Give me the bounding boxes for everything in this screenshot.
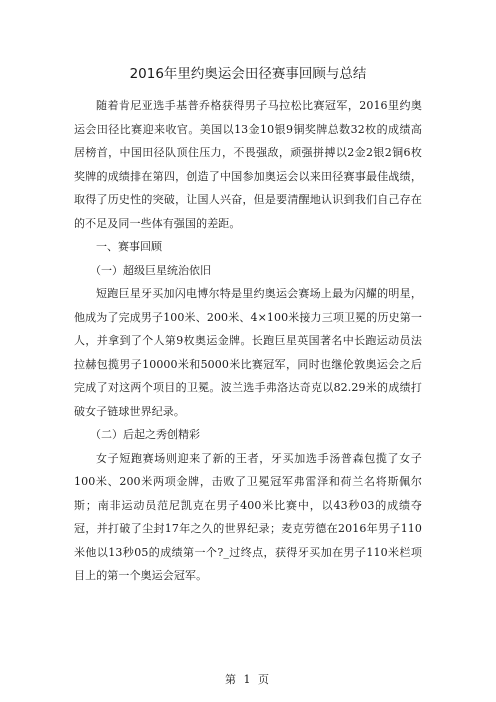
- page-title: 2016年里约奥运会田径赛事回顾与总结: [129, 66, 367, 82]
- intro-paragraph: 随着肯尼亚选手基普乔格获得男子马拉松比赛冠军，2016里约奥运会田径比赛迎来收官。美国以13金10银9铜奖牌总数32枚的成绩高居榜首，中国田径队顶住压力，不畏强敌，顽强拼搏以2金2银2铜6枚奖牌的成绩排在第四，创造了中国参加奥运会以来田径赛事最佳战绩，取得了历史性的突破，让国人兴奋，但是要清醒地认识到我们自己存在的不足及同一些体有强国的差距。: [74, 99, 422, 230]
- section-heading-review: 一、赛事回顾: [96, 240, 162, 253]
- superstars-paragraph: 短跑巨星牙买加闪电博尔特是里约奥运会赛场上最为闪耀的明星，他成为了完成男子100米、200米、4×100米接力三项卫冕的历史第一人，并拿到了个人第9枚奥运金牌。长跑巨星英国著名中长跑运动员法拉赫包揽男子10000米和5000米比赛冠军，同时也继伦敦奥运会之后完成了对这两个项目的卫冕。波兰选手弗洛达奇克以82.29米的成绩打破女子链球世界纪录。: [74, 287, 422, 418]
- page-number: 第 1 页: [225, 673, 271, 686]
- rising-stars-paragraph: 女子短跑赛场则迎来了新的王者，牙买加选手汤普森包揽了女子100米、200米两项金牌，击败了卫冕冠军弗雷泽和荷兰名将斯佩尔斯；南非运动员范尼凯克在男子400米比赛中，以43秒03的成绩夺冠，并打破了尘封17年之久的世界纪录；麦克劳德在2016年男子110米他以13秒05的成绩第一个?_过终点，获得牙买加在男子110米栏项目上的第一个奥运会冠军。: [74, 451, 422, 582]
- subsection-heading-superstars: （一）超级巨星统治依旧: [90, 263, 211, 277]
- subsection-heading-rising-stars: （二）后起之秀创精彩: [90, 428, 200, 441]
